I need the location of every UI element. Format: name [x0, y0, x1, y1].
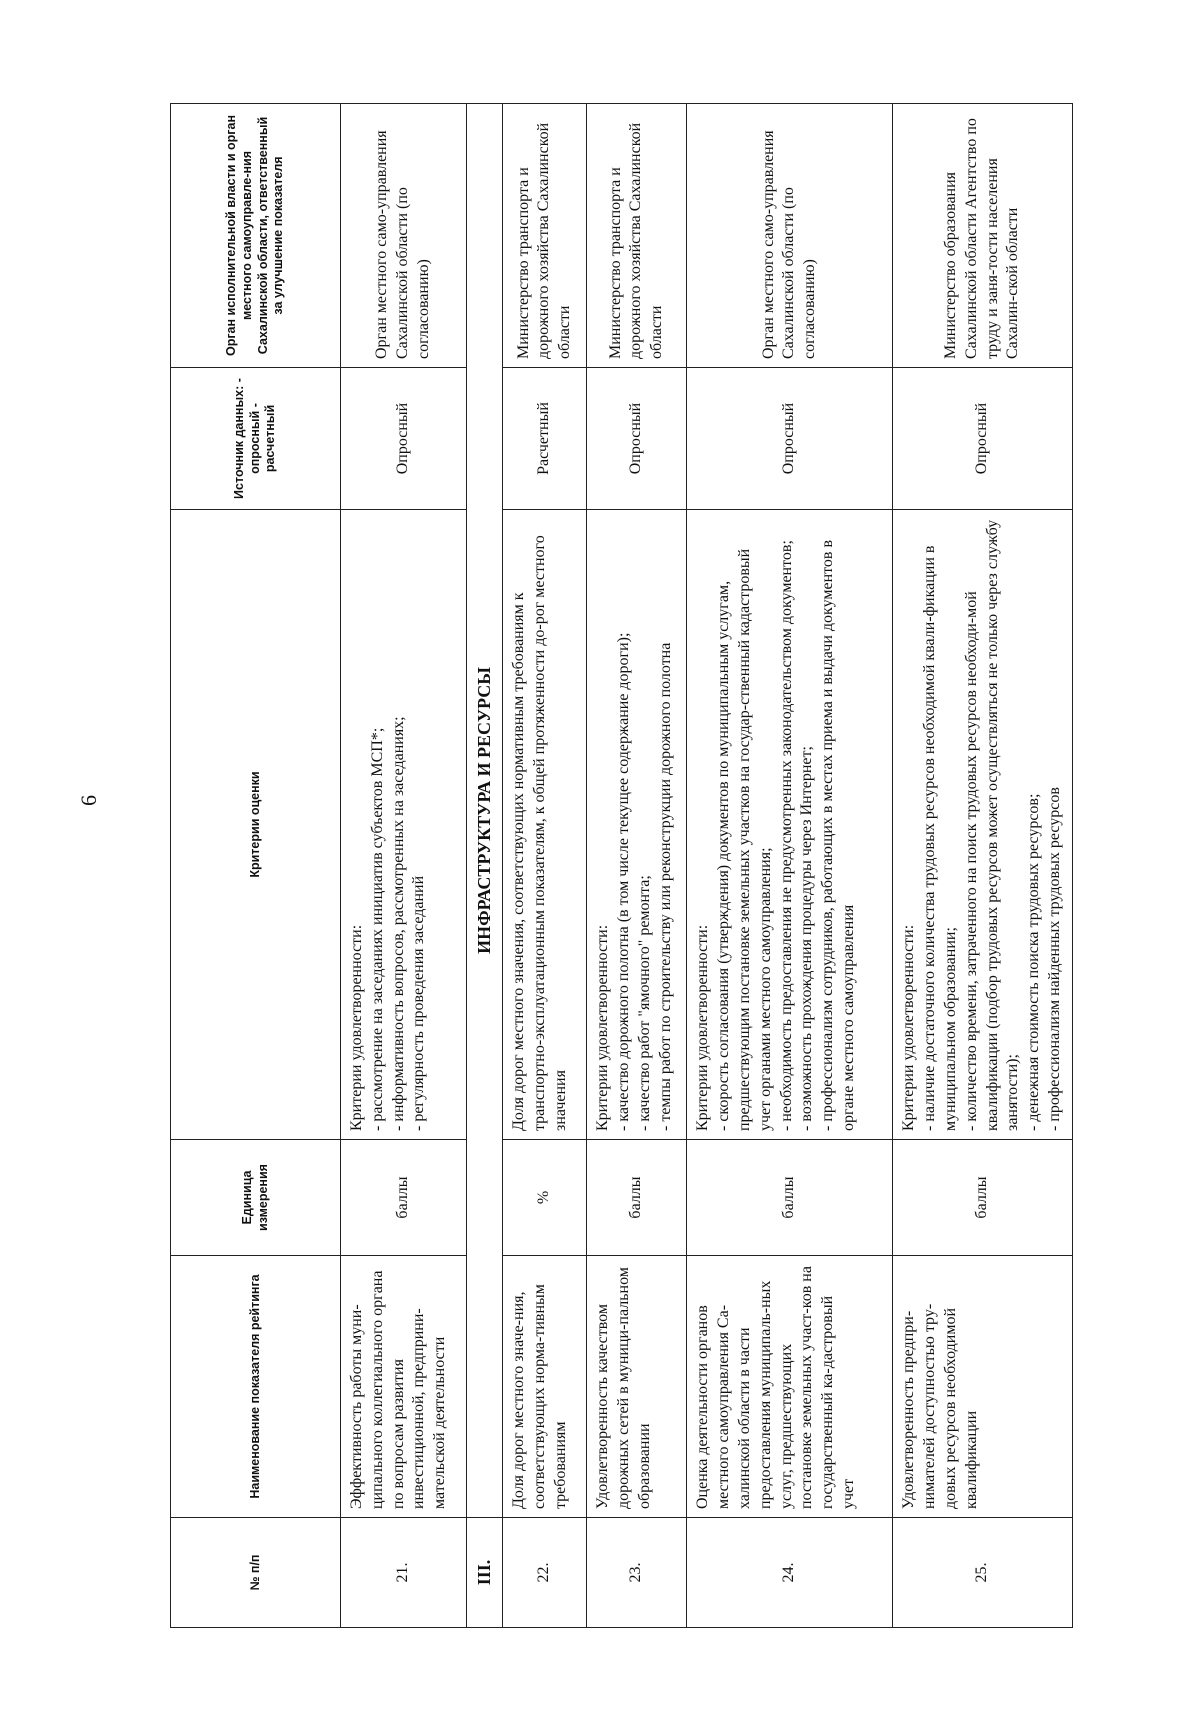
table-row	[587, 104, 687, 1628]
criteria-line: Критерии удовлетворенности:	[348, 924, 365, 1131]
header-criteria: Критерии оценки	[171, 510, 341, 1140]
indicator-name: Удовлетворенность предпри-нимателей доступностью тру-довых ресурсов необходимой квалификации	[893, 1256, 1072, 1518]
indicator-name: Доля дорог местного значе-ния, соответствующих норма-тивным требованиям	[503, 1256, 587, 1518]
indicator-name: Удовлетворенность качеством дорожных сетей в муници-пальном образовании	[587, 1256, 687, 1518]
section-row	[467, 104, 503, 1628]
criteria-cell	[687, 510, 893, 1140]
responsible-cell: Министерство транспорта и дорожного хозяйства Сахалинской области	[587, 104, 687, 368]
unit-cell: %	[503, 1140, 587, 1256]
criteria-line: - скорость согласования (утверждения) документов по муниципальным услугам, предшествующим постановке земельных участков на государ-ственный кадастровый учет органами местного самоуправления;	[715, 548, 774, 1131]
rating-table-wrapper	[170, 104, 1063, 1628]
criteria-line: - профессионализм сотрудников, работающих в местах приема и выдачи документов в органе местного самоуправления	[819, 539, 857, 1131]
section-title: ИНФРАСТРУКТУРА И РЕСУРСЫ	[467, 104, 503, 1518]
criteria-line: - качество дорожного полотна (в том числе текущее содержание дороги);	[615, 632, 633, 1131]
indicator-name: Оценка деятельности органов местного самоуправления Са-халинской области в части предоставления муниципаль-ных услуг, предшествующих постановке земельных участ-ков на государственный ка-дастровый учет	[687, 1256, 893, 1518]
criteria-line: - регулярность проведения заседаний	[410, 875, 428, 1131]
source-cell: Опросный	[587, 368, 687, 510]
criteria-line: Критерии удовлетворенности:	[900, 924, 918, 1131]
criteria-line: - рассмотрение на заседаниях инициатив субъектов МСП*;	[368, 727, 386, 1131]
criteria-line: - количество времени, затраченного на поиск трудовых ресурсов необходи-мой квалификации (подбор трудовых ресурсов может осуществляться не только через службу занятости);	[962, 519, 1022, 1131]
row-number: 21.	[341, 1518, 467, 1628]
header-responsible: Орган исполнительной власти и орган местного самоуправле-ния Сахалинской области, ответственный за улучшение показателя	[171, 104, 341, 368]
criteria-line: - денежная стоимость поиска трудовых ресурсов;	[1025, 793, 1043, 1131]
criteria-cell	[587, 510, 687, 1140]
row-number: 23.	[587, 1518, 687, 1628]
header-unit: Единица измерения	[171, 1140, 341, 1256]
unit-cell: баллы	[341, 1140, 467, 1256]
source-cell: Опросный	[893, 368, 1072, 510]
table-row	[687, 104, 893, 1628]
criteria-cell	[503, 510, 587, 1140]
source-cell: Расчетный	[503, 368, 587, 510]
table-row	[893, 104, 1072, 1628]
row-number: 24.	[687, 1518, 893, 1628]
responsible-cell: Министерство образования Сахалинской области Агентство по труду и заня-тости населения Сахалин-ской области	[893, 104, 1072, 368]
row-number: 22.	[503, 1518, 587, 1628]
table-row	[341, 104, 467, 1628]
criteria-line: Доля дорог местного значения, соответствующих нормативным требованиям к транспортно-эксплуатационным показателям, к общей протяженности до-рог местного значения	[510, 535, 569, 1131]
criteria-line: - темпы работ по строительству или реконструкции дорожного полотна	[656, 642, 674, 1131]
unit-cell: баллы	[587, 1140, 687, 1256]
criteria-line: Критерии удовлетворенности:	[694, 924, 712, 1131]
responsible-cell: Орган местного само-управления Сахалинской области (по согласованию)	[341, 104, 467, 368]
table-row	[503, 104, 587, 1628]
criteria-line: - профессионализм найденных трудовых ресурсов	[1045, 787, 1063, 1131]
rating-table	[170, 103, 1073, 1628]
criteria-cell	[341, 510, 467, 1140]
header-num: № п/п	[171, 1518, 341, 1628]
criteria-line: - информативность вопросов, рассмотренных на заседаниях;	[389, 716, 407, 1131]
header-name: Наименование показателя рейтинга	[171, 1256, 341, 1518]
indicator-name: Эффективность работы муни-ципального коллегиального органа по вопросам развития инвестиционной, предприни-мательской деятельности	[341, 1256, 467, 1518]
unit-cell: баллы	[893, 1140, 1072, 1256]
criteria-cell	[893, 510, 1072, 1140]
row-number: 25.	[893, 1518, 1072, 1628]
criteria-line: - качество работ "ямочного" ремонта;	[635, 875, 653, 1131]
page-number: 6	[76, 795, 101, 806]
header-source: Источник данных: - опросный - расчетный	[171, 368, 341, 510]
source-cell: Опросный	[341, 368, 467, 510]
section-number: III.	[467, 1518, 503, 1628]
responsible-cell: Министерство транспорта и дорожного хозяйства Сахалинской области	[503, 104, 587, 368]
criteria-line: - наличие достаточного количества трудовых ресурсов необходимой квали-фикации в муниципальном образовании;	[921, 545, 959, 1131]
source-cell: Опросный	[687, 368, 893, 510]
criteria-line: Критерии удовлетворенности:	[594, 924, 612, 1131]
criteria-line: - возможность прохождения процедуры через Интернет;	[798, 746, 816, 1131]
unit-cell: баллы	[687, 1140, 893, 1256]
responsible-cell: Орган местного само-управления Сахалинской области (по согласованию)	[687, 104, 893, 368]
criteria-line: - необходимость предоставления не предусмотренных законодательством документов;	[777, 540, 795, 1131]
